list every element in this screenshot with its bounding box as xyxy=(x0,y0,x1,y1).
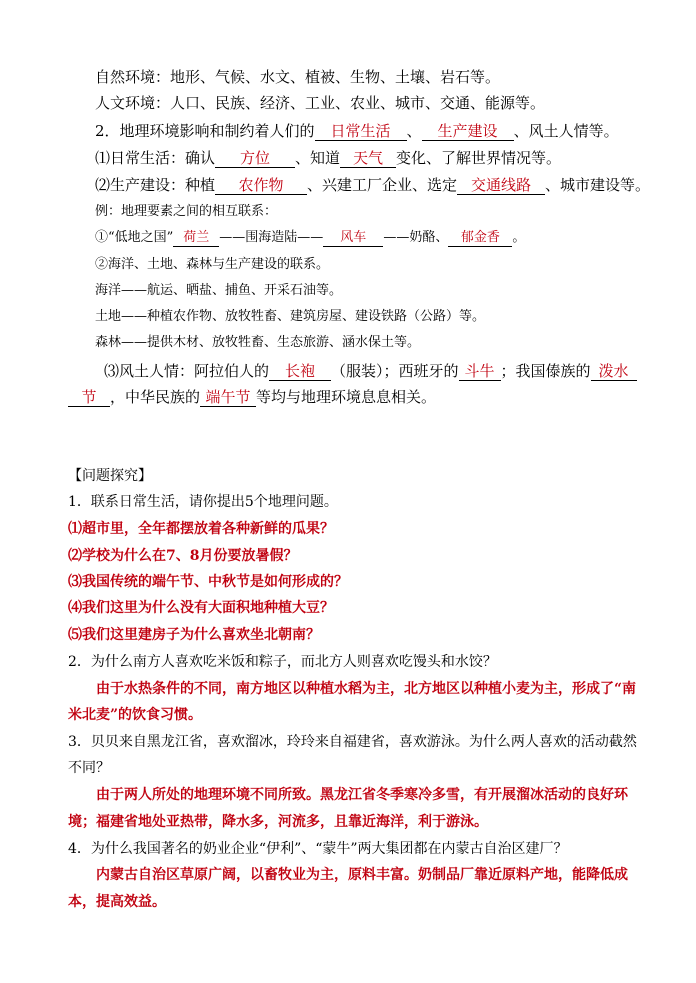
connection-line: ②海洋、土地、森林与生产建设的联系。 xyxy=(95,257,330,272)
example-heading: 例：地理要素之间的相互联系： xyxy=(95,204,278,219)
question-3-answer-line-2: 境；福建省地处亚热带，降水多，河流多，且靠近海洋，利于游泳。 xyxy=(68,814,488,830)
land-line: 土地——种植农作物、放牧牲畜、建筑房屋、建设铁路（公路）等。 xyxy=(95,309,486,324)
question-2-answer-line-2: 米北麦”的饮食习惯。 xyxy=(68,707,203,723)
answer-blank: 泼水 xyxy=(591,363,637,381)
question-1: 1．联系日常生活，请你提出5个地理问题。 xyxy=(68,494,338,510)
question-1-answer-4: ⑷我们这里为什么没有大面积地种植大豆？ xyxy=(68,600,334,616)
question-4-answer-line-2: 本，提高效益。 xyxy=(68,894,166,910)
answer-blank: 天气 xyxy=(340,150,396,168)
answer-blank: 荷兰 xyxy=(173,231,219,247)
question-4-answer-line-1: 内蒙古自治区草原广阔，以畜牧业为主，原料丰富。奶制品厂靠近原料产地，能降低成 xyxy=(96,867,628,883)
answer-blank: 风车 xyxy=(323,231,383,247)
answer-blank: 长袍 xyxy=(269,363,331,381)
answer-blank: 方位 xyxy=(215,150,295,168)
question-1-answer-1: ⑴超市里，全年都摆放着各种新鲜的瓜果？ xyxy=(68,521,334,537)
question-1-answer-2: ⑵学校为什么在7、8月份要放暑假？ xyxy=(68,548,298,564)
answer-blank: 节 xyxy=(68,389,110,407)
answer-blank: 生产建设 xyxy=(422,123,514,141)
human-environment-line: 人文环境：人口、民族、经济、工业、农业、城市、交通、能源等。 xyxy=(95,94,546,112)
netherlands-example-line: ①“低地之国” 荷兰 ——围海造陆—— 风车 ——奶酪、 郁金香 。 xyxy=(95,230,526,245)
production-line: ⑵生产建设：种植 农作物 、兴建工厂企业、选定 交通线路 、城市建设等。 xyxy=(95,176,651,194)
answer-blank: 日常生活 xyxy=(315,123,407,141)
daily-life-line: ⑴日常生活：确认 方位 、知道 天气 变化、了解世界情况等。 xyxy=(95,149,562,167)
question-3-line-2: 不同？ xyxy=(68,760,110,776)
question-1-answer-3: ⑶我国传统的端午节、中秋节是如何形成的？ xyxy=(68,574,348,590)
answer-blank: 郁金香 xyxy=(448,231,512,247)
section-title: 【问题探究】 xyxy=(68,468,152,484)
question-2: 2．为什么南方人喜欢吃米饭和粽子，而北方人则喜欢吃馒头和水饺？ xyxy=(68,654,497,670)
answer-blank: 端午节 xyxy=(200,389,256,407)
question-3-answer-line-1: 由于两人所处的地理环境不同所致。黑龙江省冬季寒冷多雪，有开展溜冰活动的良好环 xyxy=(96,787,628,803)
natural-environment-line: 自然环境：地形、气候、水文、植被、生物、土壤、岩石等。 xyxy=(95,68,501,86)
customs-line-continued: 节 ，中华民族的 端午节 等均与地理环境息息相关。 xyxy=(68,389,436,407)
ocean-line: 海洋——航运、晒盐、捕鱼、开采石油等。 xyxy=(95,283,343,298)
answer-blank: 交通线路 xyxy=(457,177,545,195)
answer-blank: 农作物 xyxy=(215,177,307,195)
question-3-line-1: 3．贝贝来自黑龙江省，喜欢溜冰，玲玲来自福建省，喜欢游泳。为什么两人喜欢的活动截然 xyxy=(68,734,637,750)
question-1-answer-5: ⑸我们这里建房子为什么喜欢坐北朝南？ xyxy=(68,627,320,643)
question-2-answer-line-1: 由于水热条件的不同，南方地区以种植水稻为主，北方地区以种植小麦为主，形成了“南 xyxy=(96,681,637,697)
question-4: 4．为什么我国著名的奶业企业“伊利”、“蒙牛”两大集团都在内蒙古自治区建厂？ xyxy=(68,841,568,857)
customs-line: ⑶风土人情：阿拉伯人的 长袍 （服装）；西班牙的 斗牛 ；我国傣族的 泼水 xyxy=(104,363,637,381)
forest-line: 森林——提供木材、放牧牲畜、生态旅游、涵水保土等。 xyxy=(95,335,421,350)
influence-line: 2．地理环境影响和制约着人们的 日常生活 、 生产建设 、风土人情等。 xyxy=(95,122,619,140)
answer-blank: 斗牛 xyxy=(459,363,501,381)
